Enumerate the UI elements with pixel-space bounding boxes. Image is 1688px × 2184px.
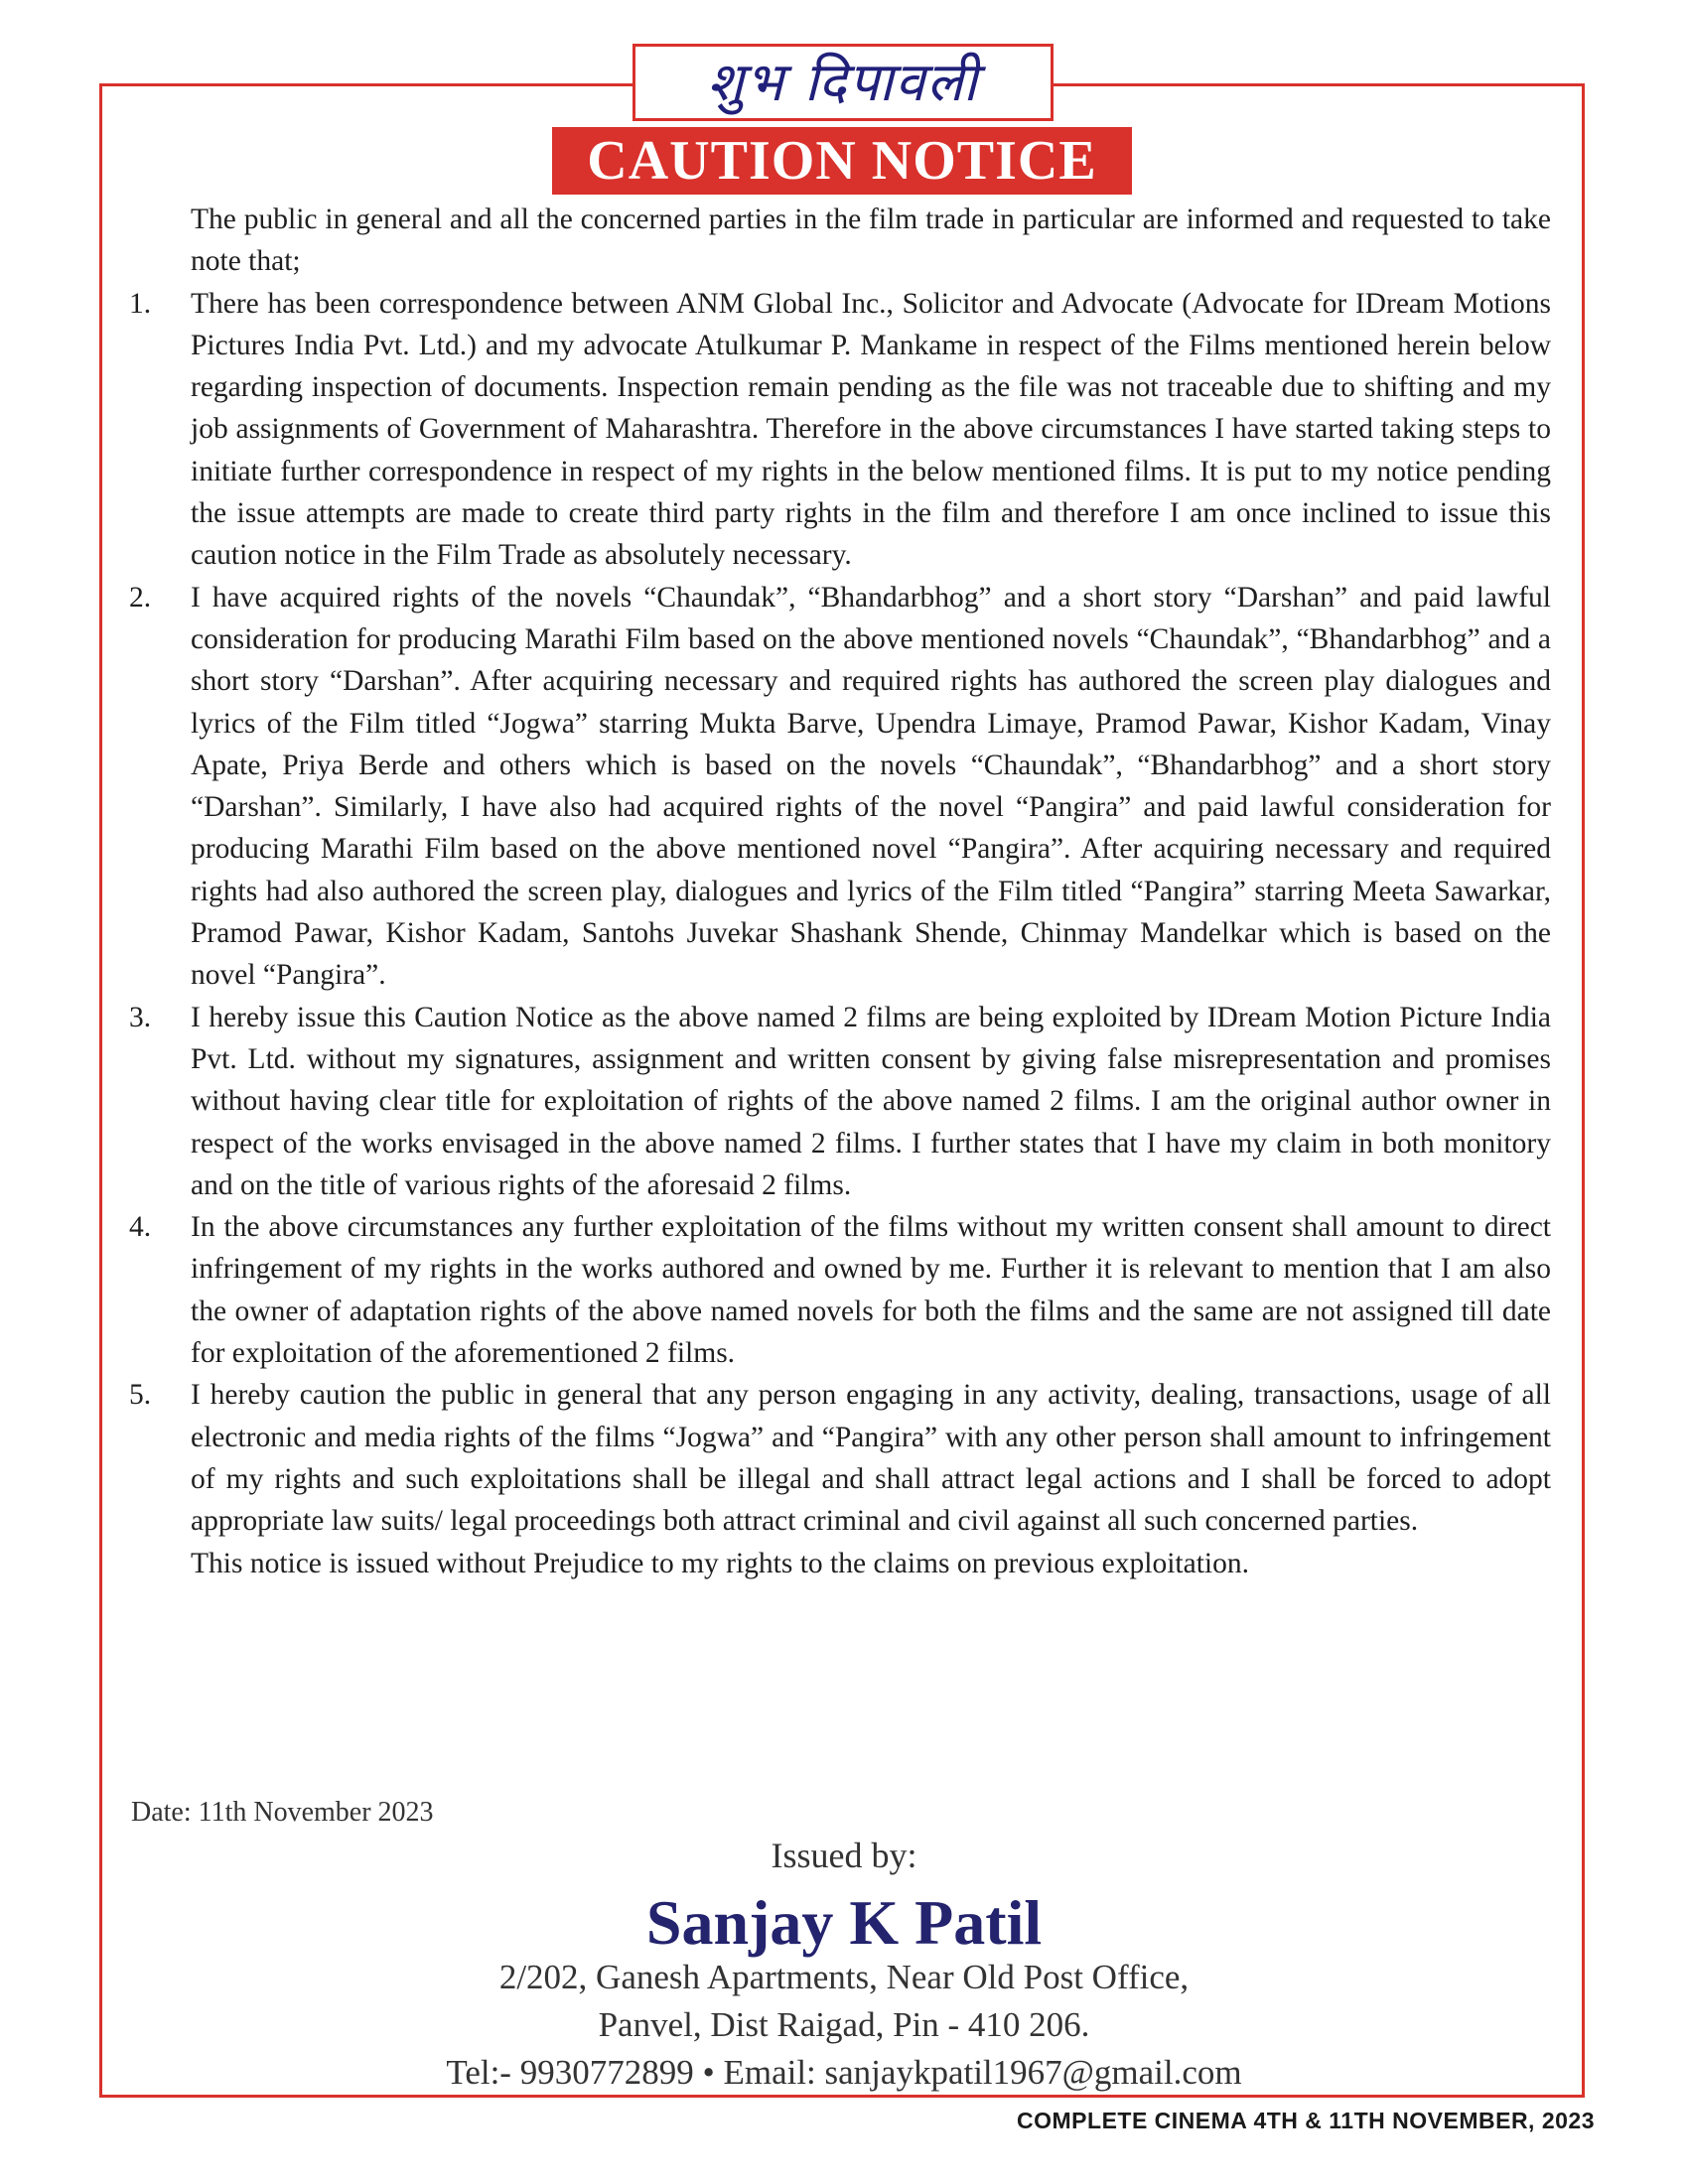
clause-number: 4.	[129, 1211, 152, 1244]
diwali-greeting-box	[633, 44, 1054, 121]
clause-5	[129, 1374, 1551, 1542]
clause-text: I hereby caution the public in general that any person engaging in any activity, dealing, transactions, usage of all electronic and media rights of the films “Jogwa” and “Pangira” with any other person shall amount to infringement of my rights and such exploitations shall be illegal and shall attract legal actions and I shall be forced to adopt appropriate law suits/ legal proceedings both attract criminal and civil against all such concerned parties.	[191, 1379, 1551, 1538]
title-banner	[552, 127, 1132, 195]
clause-text: I hereby issue this Caution Notice as the above named 2 films are being exploited by IDream Motion Picture India Pvt. Ltd. without my signatures, assignment and written consent by giving false misrepresentation and promises without having clear title for exploitation of rights of the above named 2 films. I am the original author owner in respect of the works envisaged in the above named 2 films. I further states that I have my claim in both monitory and on the title of various rights of the aforesaid 2 films.	[191, 1001, 1551, 1201]
issuer-address-line2: Panvel, Dist Raigad, Pin - 410 206.	[598, 2005, 1090, 2044]
notice-body	[129, 199, 1551, 1584]
clause-number: 1.	[129, 287, 152, 320]
issued-by-label: Issued by:	[771, 1836, 917, 1875]
diwali-greeting: शुभ दिपावली	[707, 51, 979, 113]
clause-number: 5.	[129, 1379, 152, 1412]
issuer-contact: Tel:- 9930772899 • Email: sanjaykpatil1967@gmail.com	[446, 2053, 1242, 2092]
clause-1	[129, 283, 1551, 577]
clause-2	[129, 577, 1551, 997]
clause-number: 2.	[129, 581, 152, 614]
issuer-address-line1: 2/202, Ganesh Apartments, Near Old Post Office,	[498, 1958, 1190, 1996]
clause-number: 3.	[129, 1001, 152, 1033]
notice-closing: This notice is issued without Prejudice to my rights to the claims on previous exploitation.	[191, 1547, 1249, 1579]
clause-4	[129, 1206, 1551, 1374]
clause-3	[129, 997, 1551, 1206]
notice-title: CAUTION NOTICE	[587, 130, 1097, 192]
notice-date: Date: 11th November 2023	[131, 1797, 434, 1828]
clause-text: In the above circumstances any further exploitation of the films without my written consent shall amount to direct infringement of my rights in the works authored and owned by me. Further it is relevant to mention that I am also the owner of adaptation rights of the above named novels for both the films and the same are not assigned till date for exploitation of the aforementioned 2 films.	[191, 1211, 1551, 1370]
clause-text: I have acquired rights of the novels “Chaundak”, “Bhandarbhog” and a short story “Darshan” and paid lawful consideration for producing Marathi Film based on the above mentioned novels “Chaundak”, “Bhandarbhog” and a short story “Darshan”. After acquiring necessary and required rights has authored the screen play dialogues and lyrics of the Film titled “Jogwa” starring Mukta Barve, Upendra Limaye, Pramod Pawar, Kishor Kadam, Vinay Apate, Priya Berde and others which is based on the novels “Chaundak”, “Bhandarbhog” and a short story “Darshan”. Similarly, I have also had acquired rights of the novel “Pangira” and paid lawful consideration for producing Marathi Film based on the above mentioned novel “Pangira”. After acquiring necessary and required rights had also authored the screen play, dialogues and lyrics of the Film titled “Pangira” starring Meeta Sawarkar, Pramod Pawar, Kishor Kadam, Santohs Juvekar Shashank Shende, Chinmay Mandelkar which is based on the novel “Pangira”.	[191, 581, 1551, 992]
publication-footer: COMPLETE CINEMA 4TH & 11TH NOVEMBER, 2023	[1017, 2108, 1595, 2133]
notice-intro: The public in general and all the concerned parties in the film trade in particular are informed and requested to take note that;	[191, 204, 1551, 278]
issuer-name: Sanjay K Patil	[645, 1887, 1043, 1958]
clause-text: There has been correspondence between ANM Global Inc., Solicitor and Advocate (Advocate for IDream Motions Pictures India Pvt. Ltd.) and my advocate Atulkumar P. Mankame in respect of the Films mentioned herein below regarding inspection of documents. Inspection remain pending as the file was not traceable due to shifting and my job assignments of Government of Maharashtra. Therefore in the above circumstances I have started taking steps to initiate further correspondence in respect of my rights in the below mentioned films. It is put to my notice pending the issue attempts are made to create third party rights in the film and therefore I am once inclined to issue this caution notice in the Film Trade as absolutely necessary.	[191, 287, 1551, 572]
